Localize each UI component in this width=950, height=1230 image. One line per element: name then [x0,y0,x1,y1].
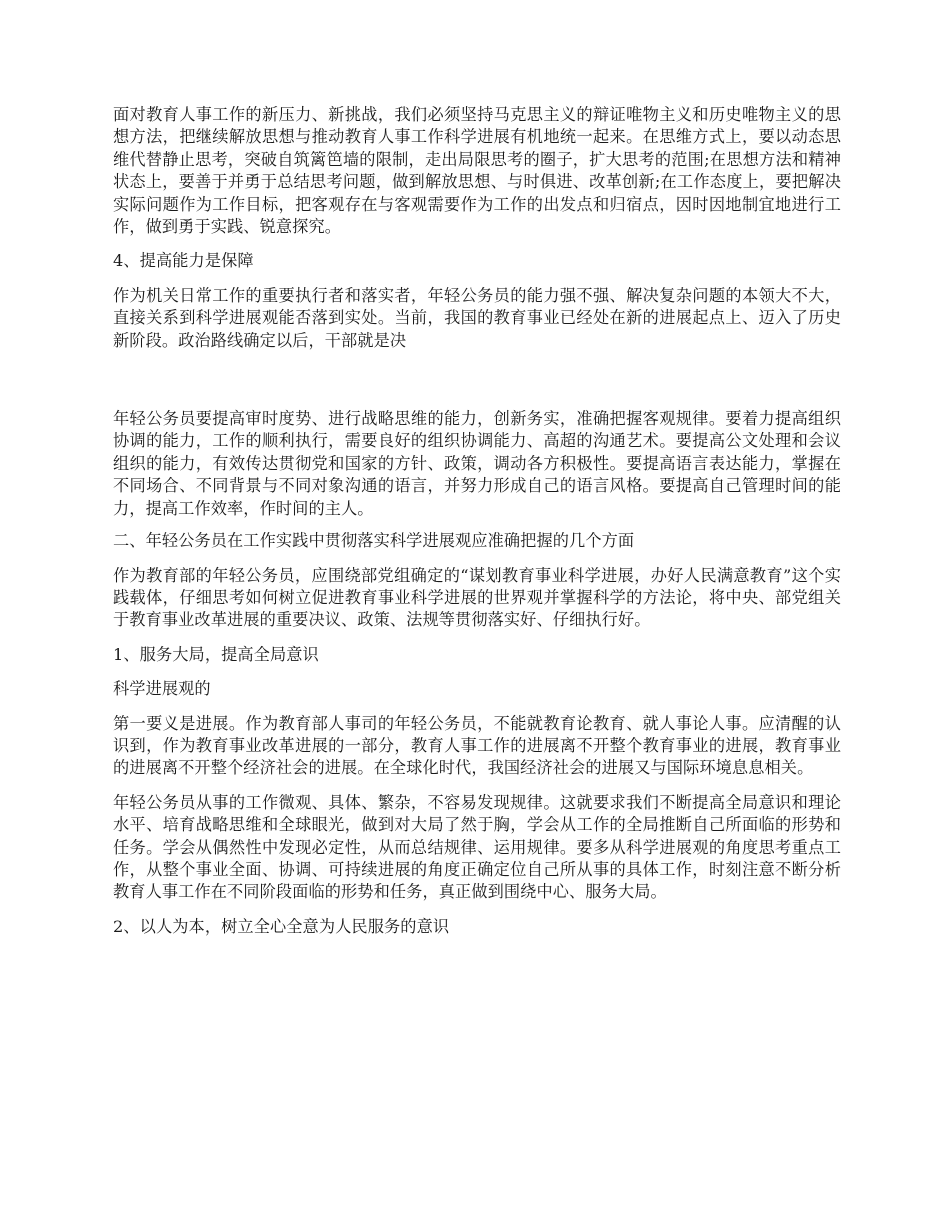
paragraph-first-meaning: 第一要义是进展。作为教育部人事司的年轻公务员，不能就教育论教育、就人事论人事。应清醒的认识到，作为教育事业改革进展的一部分，教育人事工作的进展离不开整个教育事业的进展，教育事业的进展离不开整个经济社会的进展。在全球化时代，我国经济社会的进展又与国际环境息息相关。 [113,713,841,778]
spacer [113,553,841,565]
page-break-gap [113,352,841,408]
heading-serve-overall: 1、服务大局，提高全局意识 [113,644,319,664]
spacer [113,780,841,792]
paragraph-ministry-officials: 作为教育部的年轻公务员，应围绕部党组确定的“谋划教育事业科学进展，办好人民满意教育”这个实践载体，仔细思考如何树立促进教育事业科学进展的世界观并掌握科学的方法论，将中央、部党组关于教育事业改革进展的重要决议、政策、法规等贯彻落实好、仔细执行好。 [113,565,841,630]
heading-ability-guarantee: 4、提高能力是保障 [113,251,254,271]
spacer [113,520,841,530]
heading-people-oriented: 2、以人为本，树立全心全意为人民服务的意识 [113,916,450,936]
spacer [113,904,841,916]
heading-section-two: 二、年轻公务员在工作实践中贯彻落实科学进展观应准确把握的几个方面 [113,531,635,551]
spacer [113,238,841,250]
spacer [113,701,841,713]
paragraph-overall-awareness: 年轻公务员从事的工作微观、具体、繁杂，不容易发现规律。这就要求我们不断提高全局意识和理论水平、培育战略思维和全球眼光，做到对大局了然于胸，学会从工作的全局推断自己所面临的形势和任务。学会从偶然性中发现必定性，从而总结规律、运用规律。要多从科学进展观的角度思考重点工作，从整个事业全面、协调、可持续进展的角度正确定位自己所从事的具体工作，时刻注意不断分析教育人事工作在不同阶段面临的形势和任务，真正做到围绕中心、服务大局。 [113,792,841,902]
spacer [113,666,841,678]
paragraph-thinking-method: 面对教育人事工作的新压力、新挑战，我们必须坚持马克思主义的辩证唯物主义和历史唯物主义的思想方法，把继续解放思想与推动教育人事工作科学进展有机地统一起来。在思维方式上，要以动态思维代替静止思考，突破自筑篱笆墙的限制，走出局限思考的圈子，扩大思考的范围;在思想方法和精神状态上，要善于并勇于总结思考问题，做到解放思想、与时俱进、改革创新;在工作态度上，要把解决实际问题作为工作目标，把客观存在与客观需要作为工作的出发点和归宿点，因时因地制宜地进行工作，做到勇于实践、锐意探究。 [113,105,841,237]
document-page [113,104,841,938]
paragraph-abilities-list: 年轻公务员要提高审时度势、进行战略思维的能力，创新务实，准确把握客观规律。要着力提高组织协调的能力，工作的顺利执行，需要良好的组织协调能力、高超的沟通艺术。要提高公文处理和会议组织的能力，有效传达贯彻党和国家的方针、政策，调动各方积极性。要提高语言表达能力，掌握在不同场合、不同背景与不同对象沟通的语言，并努力形成自己的语言风格。要提高自己管理时间的能力，提高工作效率，作时间的主人。 [113,409,841,518]
spacer [113,273,841,285]
paragraph-executors: 作为机关日常工作的重要执行者和落实者，年轻公务员的能力强不强、解决复杂问题的本领大不大，直接关系到科学进展观能否落到实处。当前，我国的教育事业已经处在新的进展起点上、迈入了历史新阶段。政治路线确定以后，干部就是决 [113,285,841,350]
paragraph-fragment: 科学进展观的 [113,679,211,699]
spacer [113,632,841,644]
